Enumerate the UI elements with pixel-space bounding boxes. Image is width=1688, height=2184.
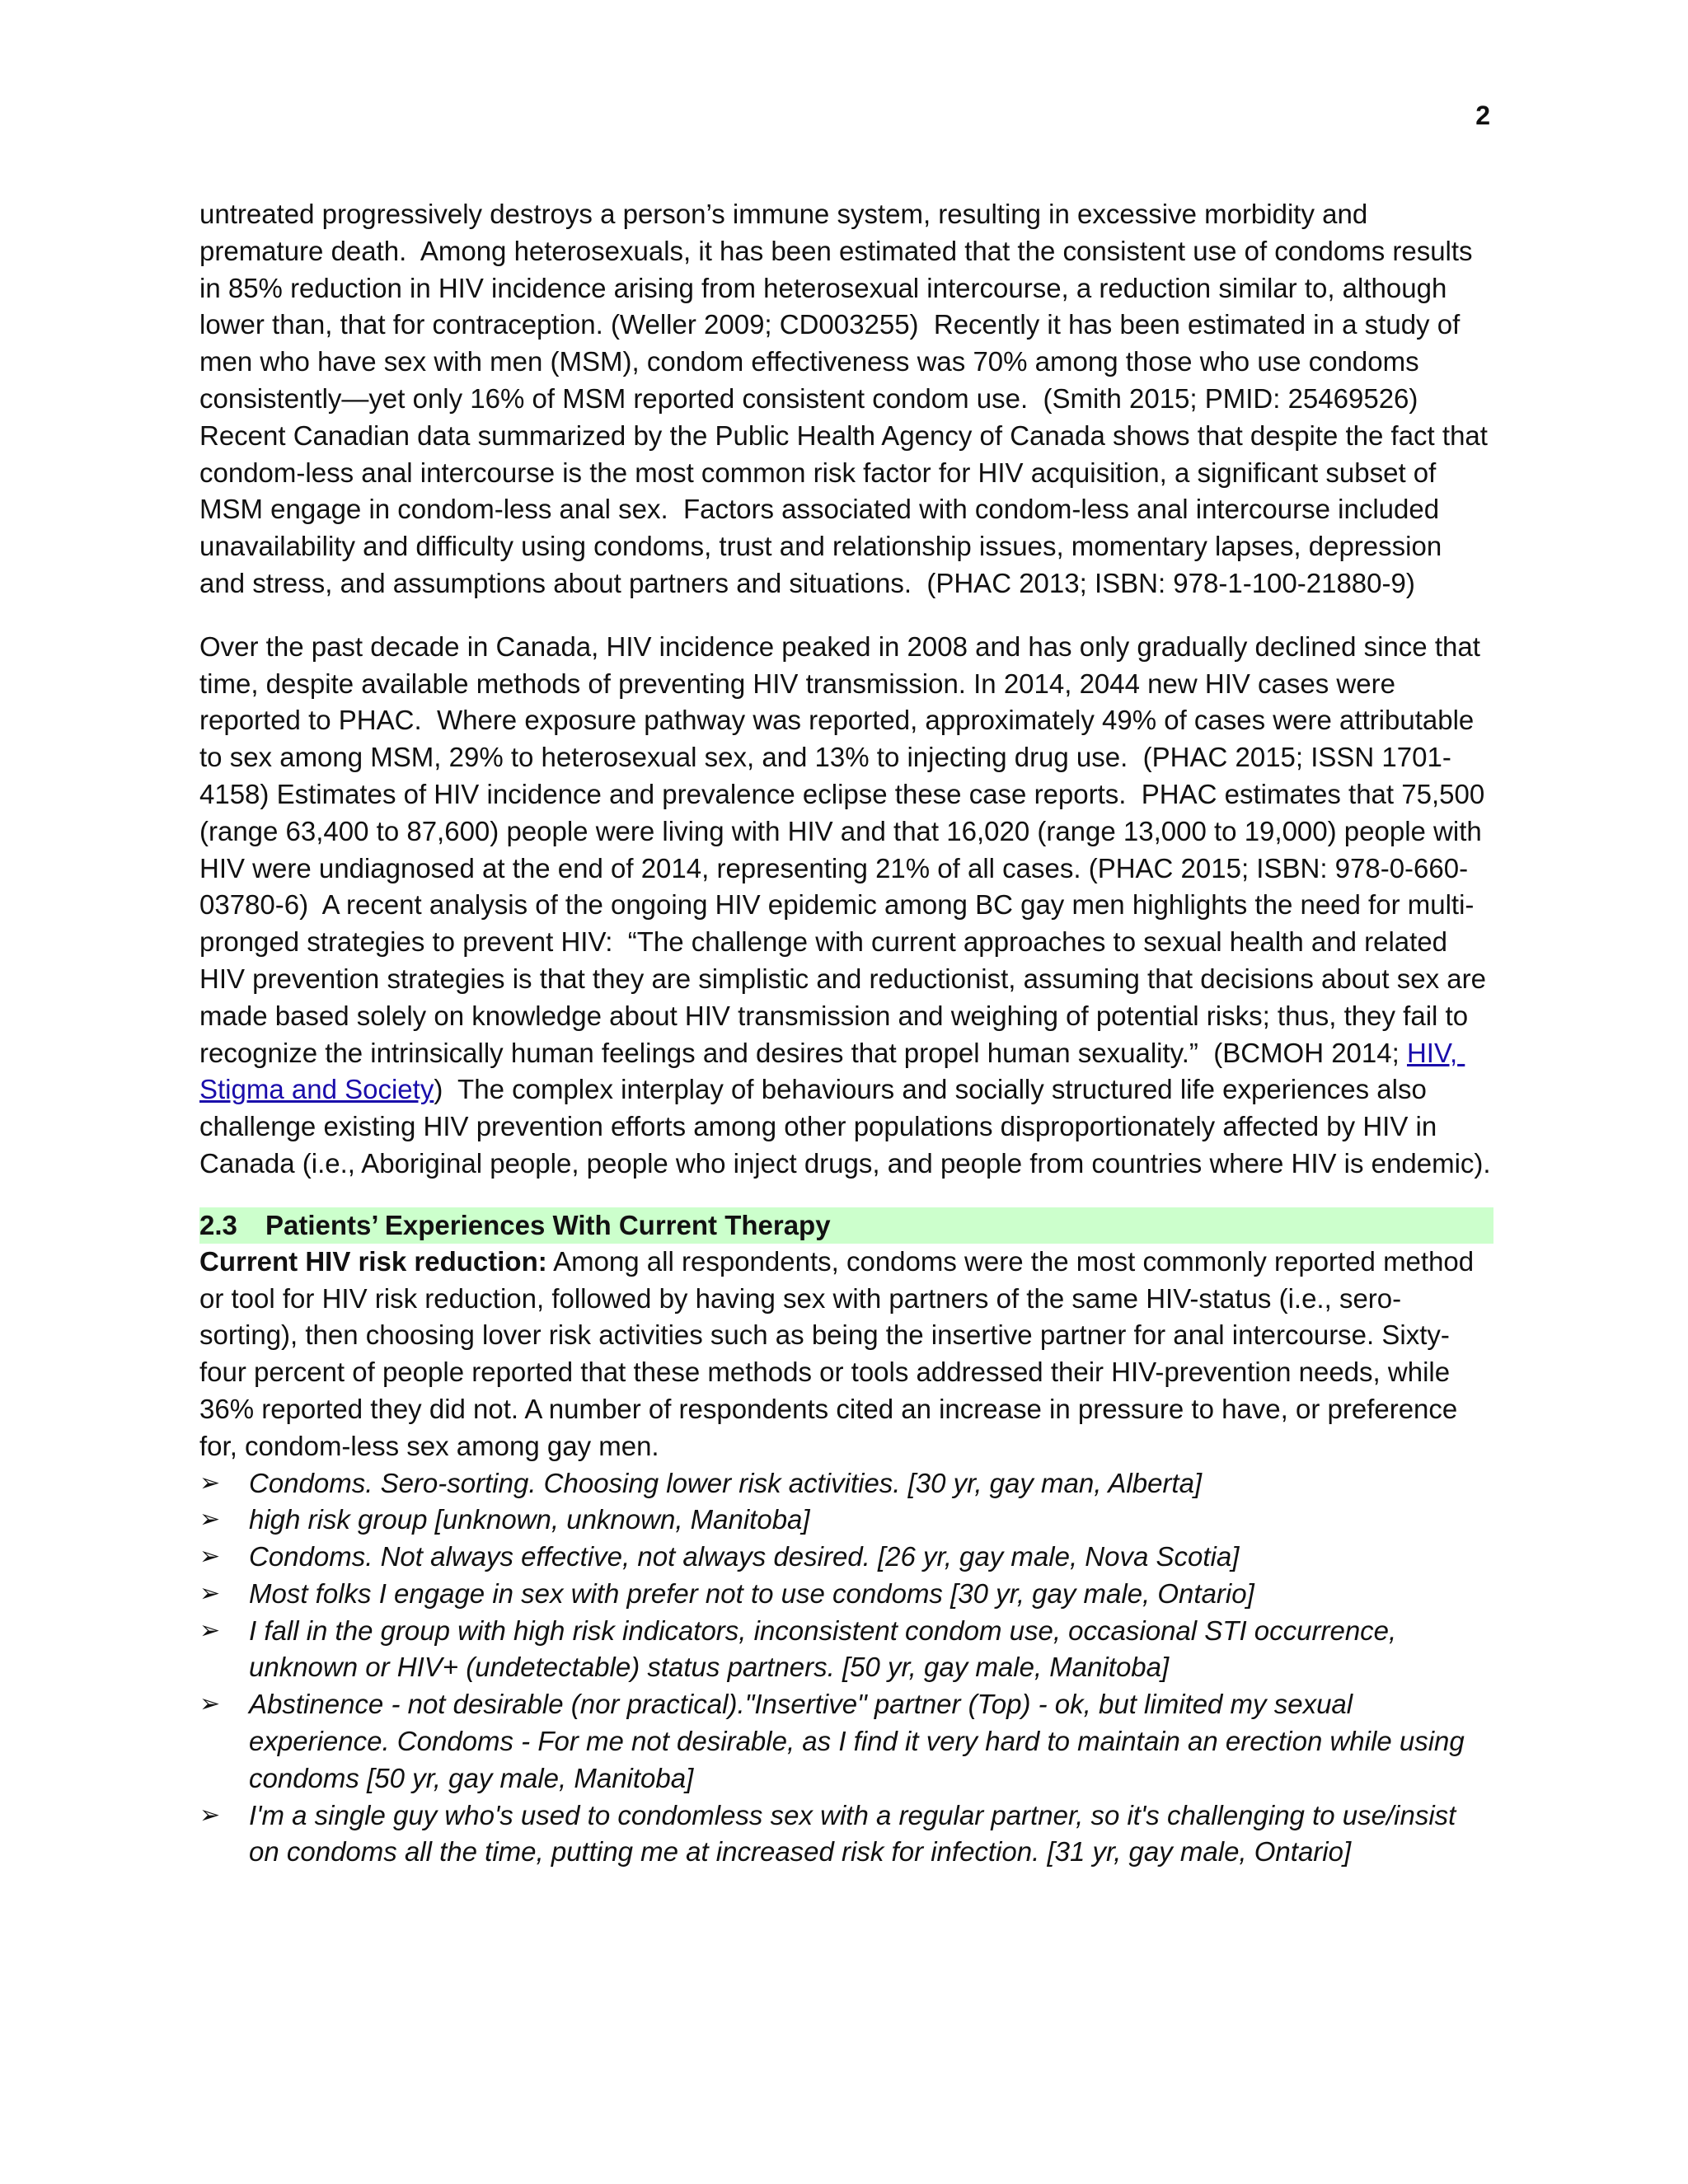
arrow-bullet-icon: ➢ bbox=[199, 1616, 221, 1644]
quote-text: high risk group [unknown, unknown, Manitoba] bbox=[249, 1504, 810, 1535]
section-number: 2.3 bbox=[199, 1209, 237, 1240]
quote-text: I'm a single guy who's used to condomless sex with a regular partner, so it's challenging to use/insist on condoms all the time, putting me at increased risk for infection. [31 yr, gay male, Ontario] bbox=[249, 1799, 1456, 1868]
list-item bbox=[199, 1686, 1493, 1797]
arrow-bullet-icon: ➢ bbox=[199, 1469, 221, 1497]
arrow-bullet-icon: ➢ bbox=[199, 1506, 221, 1534]
quote-text: I fall in the group with high risk indicators, inconsistent condom use, occasional STI occurrence, unknown or HIV+ (undetectable) status partners. [50 yr, gay male, Manitoba] bbox=[249, 1615, 1397, 1683]
list-item bbox=[199, 1502, 1493, 1539]
risk-reduction-lead: Current HIV risk reduction: bbox=[199, 1245, 547, 1277]
paragraph-condom-effectiveness: untreated progressively destroys a person’s immune system, resulting in excessive morbidity and premature death. Among heterosexuals, it has been estimated that the consistent use of condoms results in 85% reduction in HIV incidence arising from heterosexual intercourse, a reduction similar to, although lower than, that for contraception. (Weller 2009; CD003255) Recently it has been estimated in a study of men who have sex with men (MSM), condom effectiveness was 70% among those who use condoms consistently—yet only 16% of MSM reported consistent condom use. (Smith 2015; PMID: 25469526) Recent Canadian data summarized by the Public Health Agency of Canada shows that despite the fact that condom-less anal intercourse is the most common risk factor for HIV acquisition, a significant subset of MSM engage in condom-less anal sex. Factors associated with condom-less anal intercourse included unavailability and difficulty using condoms, trust and relationship issues, momentary lapses, depression and stress, and assumptions about partners and situations. (PHAC 2013; ISBN: 978-1-100-21880-9) bbox=[199, 199, 1496, 598]
list-item bbox=[199, 1539, 1493, 1576]
quote-text: Condoms. Not always effective, not always desired. [26 yr, gay male, Nova Scotia] bbox=[249, 1541, 1240, 1572]
arrow-bullet-icon: ➢ bbox=[199, 1690, 221, 1718]
arrow-bullet-icon: ➢ bbox=[199, 1543, 221, 1571]
list-item bbox=[199, 1613, 1493, 1687]
respondent-quotes-list bbox=[199, 1465, 1493, 1872]
section-heading bbox=[199, 1207, 1493, 1244]
quote-text: Abstinence - not desirable (nor practical)."Insertive" partner (Top) - ok, but limited my sexual experience. Condoms - For me not desirable, as I find it very hard to maintain an erection while using condoms [50 yr, gay male, Manitoba] bbox=[249, 1689, 1465, 1793]
list-item bbox=[199, 1465, 1493, 1502]
risk-reduction-text: Among all respondents, condoms were the most commonly reported method or tool for HIV risk reduction, followed by having sex with partners of the same HIV-status (i.e., sero-sorting), then choosing lover risk activities such as being the insertive partner for anal intercourse. Sixty-four percent of people reported that these methods or tools addressed their HIV-prevention needs, while 36% reported they did not. A number of respondents cited an increase in pressure to have, or preference for, condom-less sex among gay men. bbox=[199, 1245, 1475, 1461]
list-item bbox=[199, 1576, 1493, 1613]
quote-text: Condoms. Sero-sorting. Choosing lower risk activities. [30 yr, gay man, Alberta] bbox=[249, 1467, 1203, 1498]
list-item bbox=[199, 1797, 1493, 1872]
section-title: Patients’ Experiences With Current Therapy bbox=[265, 1209, 831, 1240]
paragraph-text-before-link: Over the past decade in Canada, HIV incidence peaked in 2008 and has only gradually declined since that time, despite available methods of preventing HIV transmission. In 2014, 2044 new HIV cases were reported to PHAC. Where exposure pathway was reported, approximately 49% of cases were attributable to sex among MSM, 29% to heterosexual sex, and 13% to injecting drug use. (PHAC 2015; ISSN 1701-4158) Estimates of HIV incidence and prevalence eclipse these case reports. PHAC estimates that 75,500 (range 63,400 to 87,600) people were living with HIV and that 16,020 (range 13,000 to 19,000) people with HIV were undiagnosed at the end of 2014, representing 21% of all cases. (PHAC 2015; ISBN: 978-0-660-03780-6) A recent analysis of the ongoing HIV epidemic among BC gay men highlights the need for multi-pronged strategies to prevent HIV: “The challenge with current approaches to sexual health and related HIV prevention strategies is that they are simplistic and reductionist, assuming that decisions about sex are made based solely on knowledge about HIV transmission and weighing of potential risks; thus, they fail to recognize the intrinsically human feelings and desires that propel human sexuality.” (BCMOH 2014; bbox=[199, 630, 1494, 1068]
quote-text: Most folks I engage in sex with prefer not to use condoms [30 yr, gay male, Ontario] bbox=[249, 1577, 1254, 1609]
page-number: 2 bbox=[1475, 101, 1490, 130]
document-body bbox=[199, 196, 1496, 1871]
risk-reduction-paragraph bbox=[199, 1244, 1493, 1465]
arrow-bullet-icon: ➢ bbox=[199, 1801, 221, 1829]
paragraph-hiv-incidence-canada bbox=[199, 629, 1493, 1183]
paragraph-text-after-link: ) The complex interplay of behaviours and socially structured life experiences also challenge existing HIV prevention efforts among other populations disproportionately affected by HIV in Canada (i.e., Aboriginal people, people who inject drugs, and people from countries where HIV is endemic). bbox=[199, 1074, 1491, 1179]
arrow-bullet-icon: ➢ bbox=[199, 1579, 221, 1607]
hiv-stigma-society-link[interactable]: HIV, Stigma and Society bbox=[199, 1037, 1465, 1105]
